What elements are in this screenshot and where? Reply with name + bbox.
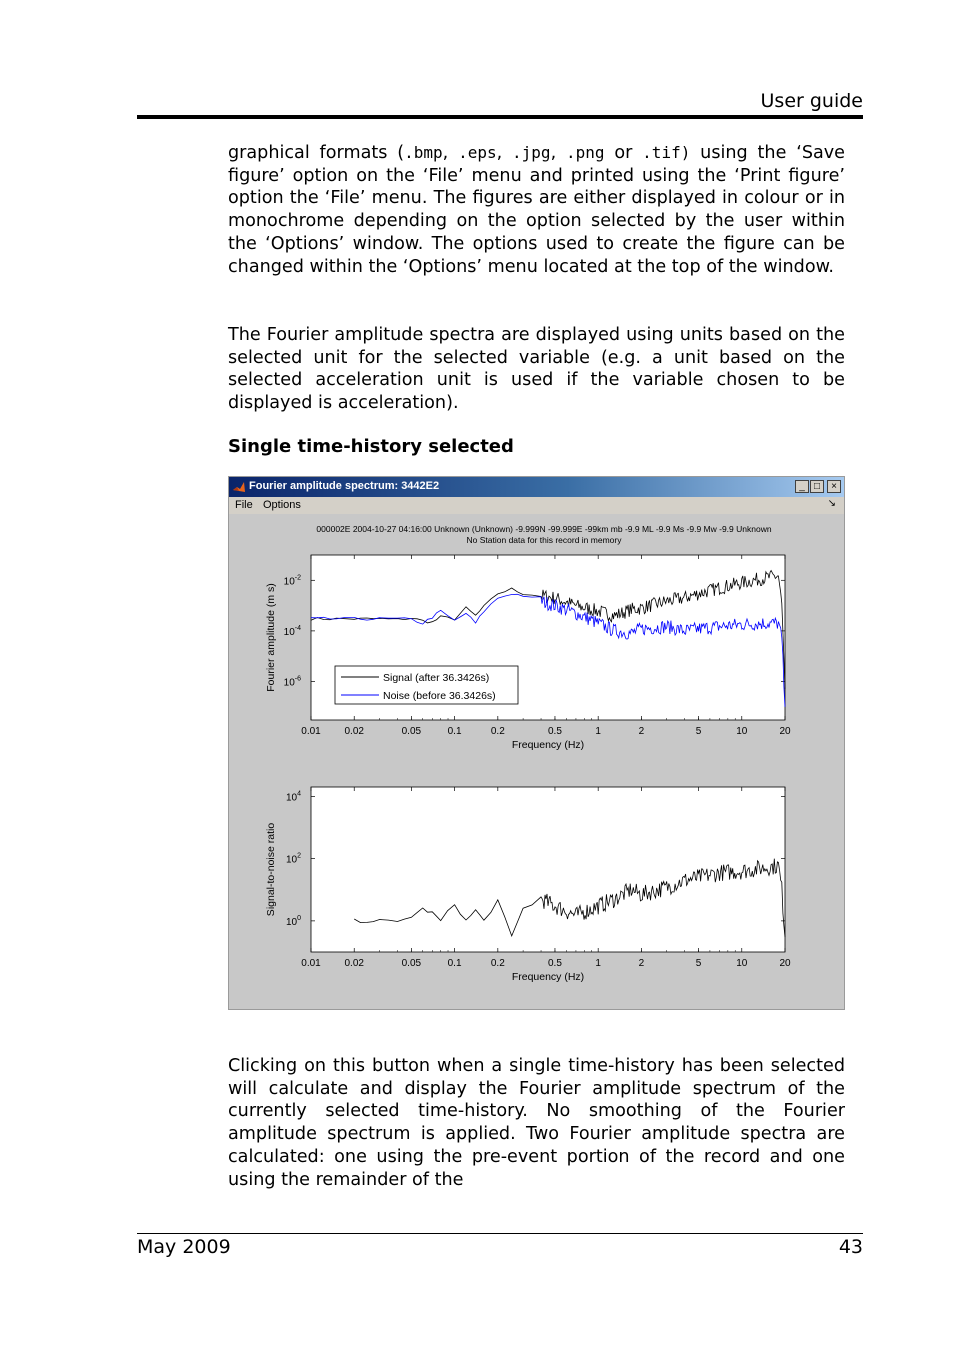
legend-entry: Noise (before 36.3426s)	[383, 690, 496, 702]
chart1-x-tick-label: 0.05	[401, 726, 422, 737]
matlab-icon	[232, 480, 246, 494]
file-extension: .jpg	[512, 143, 551, 162]
text-run: ,	[550, 143, 566, 163]
file-extension: .bmp	[404, 143, 443, 162]
page-number: 43	[838, 1236, 863, 1258]
file-extension: .tif)	[642, 143, 691, 162]
text-run: ,	[496, 143, 513, 163]
chart2-y-tick-exponent: 4	[297, 790, 301, 798]
chart2-y-tick-exponent: 2	[297, 852, 301, 860]
chart2-y-tick-exponent: 0	[297, 914, 301, 922]
chart1-y-tick-label: $10^{-2}$	[283, 574, 301, 588]
chart2-x-tick-label: 10	[736, 958, 748, 969]
dock-arrow-icon[interactable]: ↘	[827, 498, 836, 509]
window-titlebar[interactable]	[229, 477, 844, 497]
chart1-y-tick-exponent: -2	[294, 574, 301, 582]
chart1-x-tick-label: 5	[695, 726, 702, 737]
text-run: or	[604, 143, 643, 163]
chart2-y-tick-label: $10^2$	[285, 852, 301, 866]
chart1-x-axis-label: Frequency (Hz)	[511, 739, 585, 751]
running-header: User guide	[760, 90, 863, 112]
chart2-plot-area	[311, 787, 785, 952]
close-button[interactable]: ×	[827, 480, 841, 493]
chart1-x-tick-label: 1	[595, 726, 601, 737]
paragraph-units: The Fourier amplitude spectra are displayed using units based on the selected unit for the selected variable (e.g. a unit based on the selected acceleration unit is used if the variable chosen to be displayed is acceleration).	[228, 325, 845, 414]
figure-canvas	[229, 514, 844, 1009]
chart2-x-tick-label: 0.2	[490, 958, 505, 969]
minimize-button[interactable]: _	[795, 480, 809, 493]
chart2-y-tick-label: $10^4$	[285, 790, 301, 804]
paragraph-description: Clicking on this button when a single time-history has been selected will calculate and display the Fourier amplitude spectrum of the currently selected time-history. No smoothing of the Fourier amplitude spectrum is applied. Two Fourier amplitude spectra are calculated: one using the pre-event portion of the record and one using the remainder of the	[228, 1056, 845, 1190]
chart1-x-tick-label: 0.1	[447, 726, 462, 737]
menu-file[interactable]: File	[235, 499, 253, 511]
chart1-x-tick-label: 0.01	[301, 726, 321, 737]
maximize-button[interactable]: □	[810, 480, 824, 493]
footer-date: May 2009	[137, 1236, 231, 1258]
chart2-x-tick-label: 0.01	[301, 958, 321, 969]
section-subheading: Single time-history selected	[228, 436, 514, 457]
window-title: Fourier amplitude spectrum: 3442E2	[249, 480, 440, 492]
figure-window	[228, 476, 845, 1010]
chart2-x-tick-label: 5	[695, 958, 702, 969]
menubar	[229, 497, 844, 514]
chart2-x-tick-label: 2	[638, 958, 645, 969]
chart2-y-axis-label: Signal-to-noise ratio	[265, 822, 277, 917]
chart2-x-tick-label: 0.02	[344, 958, 364, 969]
file-extension: .eps	[458, 143, 497, 162]
header-rule	[137, 115, 863, 119]
chart1-y-tick-exponent: -6	[294, 675, 301, 683]
station-info-line: No Station data for this record in memory	[466, 535, 622, 545]
chart1-x-tick-label: 0.02	[344, 726, 364, 737]
chart1-x-tick-label: 0.5	[548, 726, 562, 737]
chart2-x-axis-label: Frequency (Hz)	[511, 971, 585, 983]
chart2-x-tick-label: 20	[779, 958, 791, 969]
chart2-x-tick-label: 1	[595, 958, 601, 969]
chart1-y-tick-exponent: -4	[294, 624, 301, 632]
chart1-x-tick-label: 2	[638, 726, 645, 737]
chart2-y-tick-label: $10^0$	[285, 914, 301, 928]
chart1-y-axis-label: Fourier amplitude (m s)	[265, 583, 277, 692]
file-extension: .png	[565, 143, 605, 162]
chart1-x-tick-label: 0.2	[490, 726, 505, 737]
text-run: graphical formats (	[228, 143, 405, 163]
footer-rule	[137, 1233, 863, 1234]
chart1-y-tick-label: $10^{-6}$	[283, 675, 301, 689]
legend-entry: Signal (after 36.3426s)	[383, 672, 490, 684]
chart1-y-tick-label: $10^{-4}$	[283, 624, 301, 638]
text-run: ,	[442, 143, 459, 163]
record-info-line: 000002E 2004-10-27 04:16:00 Unknown (Unknown) -9.999N -99.999E -99km mb -9.9 ML -9.9 Ms -9.9 Mw -9.9 Unknown	[316, 524, 772, 534]
chart2-x-tick-label: 0.05	[401, 958, 422, 969]
chart1-x-tick-label: 10	[736, 726, 748, 737]
chart1-x-tick-label: 20	[779, 726, 791, 737]
chart2-x-tick-label: 0.5	[548, 958, 562, 969]
menu-options[interactable]: Options	[263, 499, 301, 511]
chart2-x-tick-label: 0.1	[447, 958, 462, 969]
paragraph-save-print	[228, 142, 845, 278]
text-run: using the ‘Save figure’ option on the ‘File’ menu and printed using the ‘Print figure’ option the ‘File’ menu. The figures are either displayed in colour or in monochrome depending on the option selected by the user within the ‘Options’ window. The options used to create the figure can be changed within the ‘Options’ menu located at the top of the window.	[228, 143, 845, 277]
